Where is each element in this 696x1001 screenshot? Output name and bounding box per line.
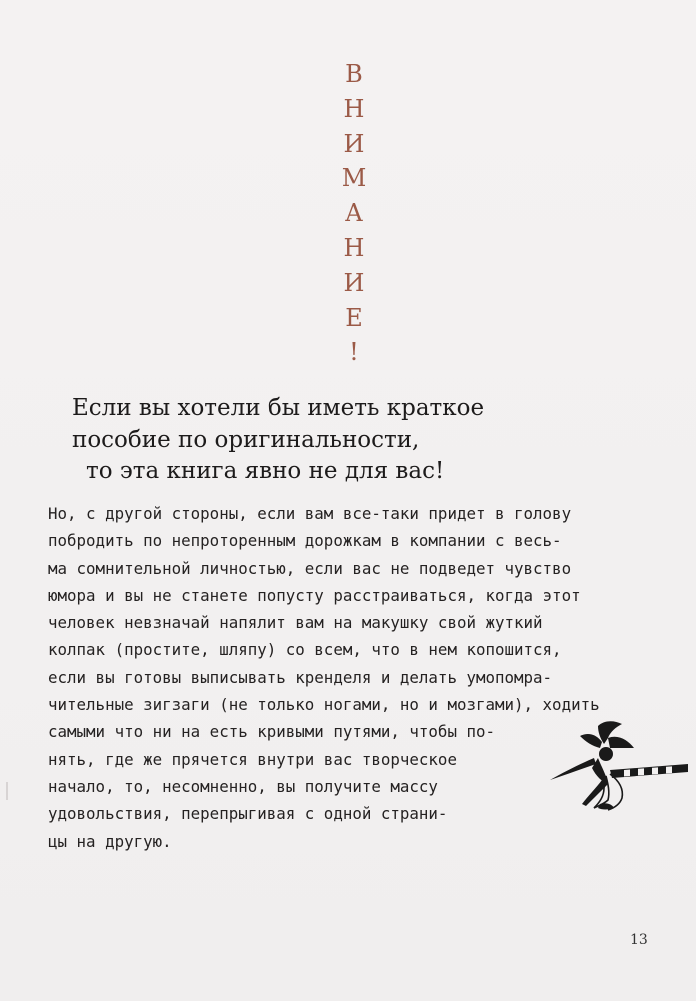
vertical-letter: Н <box>343 94 365 123</box>
page-edge-mark <box>6 782 8 800</box>
vertical-letter: Н <box>343 233 365 262</box>
heading-line: Если вы хотели бы иметь краткое <box>72 395 485 421</box>
body-line: удовольствия, перепрыгивая с одной страни- <box>48 804 448 824</box>
vertical-letter: М <box>341 164 367 193</box>
body-line: побродить по непроторенным дорожкам в компании с весь- <box>48 531 562 551</box>
page-number: 13 <box>630 932 648 948</box>
body-line: Но, с другой стороны, если вам все-таки придет в голову <box>48 504 572 523</box>
heading-line: то эта книга явно не для вас! <box>86 458 445 484</box>
vertical-letter: И <box>343 268 365 297</box>
body-line: человек невзначай напялит вам на макушку свой жуткий <box>48 613 543 633</box>
body-line: если вы готовы выписывать кренделя и делать умопомра- <box>48 667 553 687</box>
body-line: юмора и вы не станете попусту расстраиваться, когда этот <box>48 585 581 605</box>
body-line: ма сомнительной личностью, если вас не подведет чувство <box>48 558 572 578</box>
vertical-letter: И <box>343 129 365 158</box>
vertical-letter: Е <box>345 303 363 332</box>
page-heading <box>48 393 648 488</box>
leaping-figure-icon <box>538 718 690 813</box>
vertical-letter: А <box>344 199 364 228</box>
body-line: самыми что ни на есть кривыми путями, чтобы по- <box>48 722 495 742</box>
body-line: цы на другую. <box>48 831 172 851</box>
vertical-letter: В <box>345 60 363 88</box>
heading-line: пособие по оригинальности, <box>72 426 420 453</box>
vertical-letter: ! <box>349 338 359 367</box>
body-line: начало, то, несомненно, вы получите массу <box>48 776 438 796</box>
body-line: чительные зигзаги (не только ногами, но и мозгами), ходить <box>48 695 600 715</box>
body-line: нять, где же прячется внутри вас творческое <box>48 749 457 769</box>
body-line: колпак (простите, шляпу) со всем, что в нем копошится, <box>48 640 562 660</box>
vertical-attention-word <box>330 62 378 375</box>
